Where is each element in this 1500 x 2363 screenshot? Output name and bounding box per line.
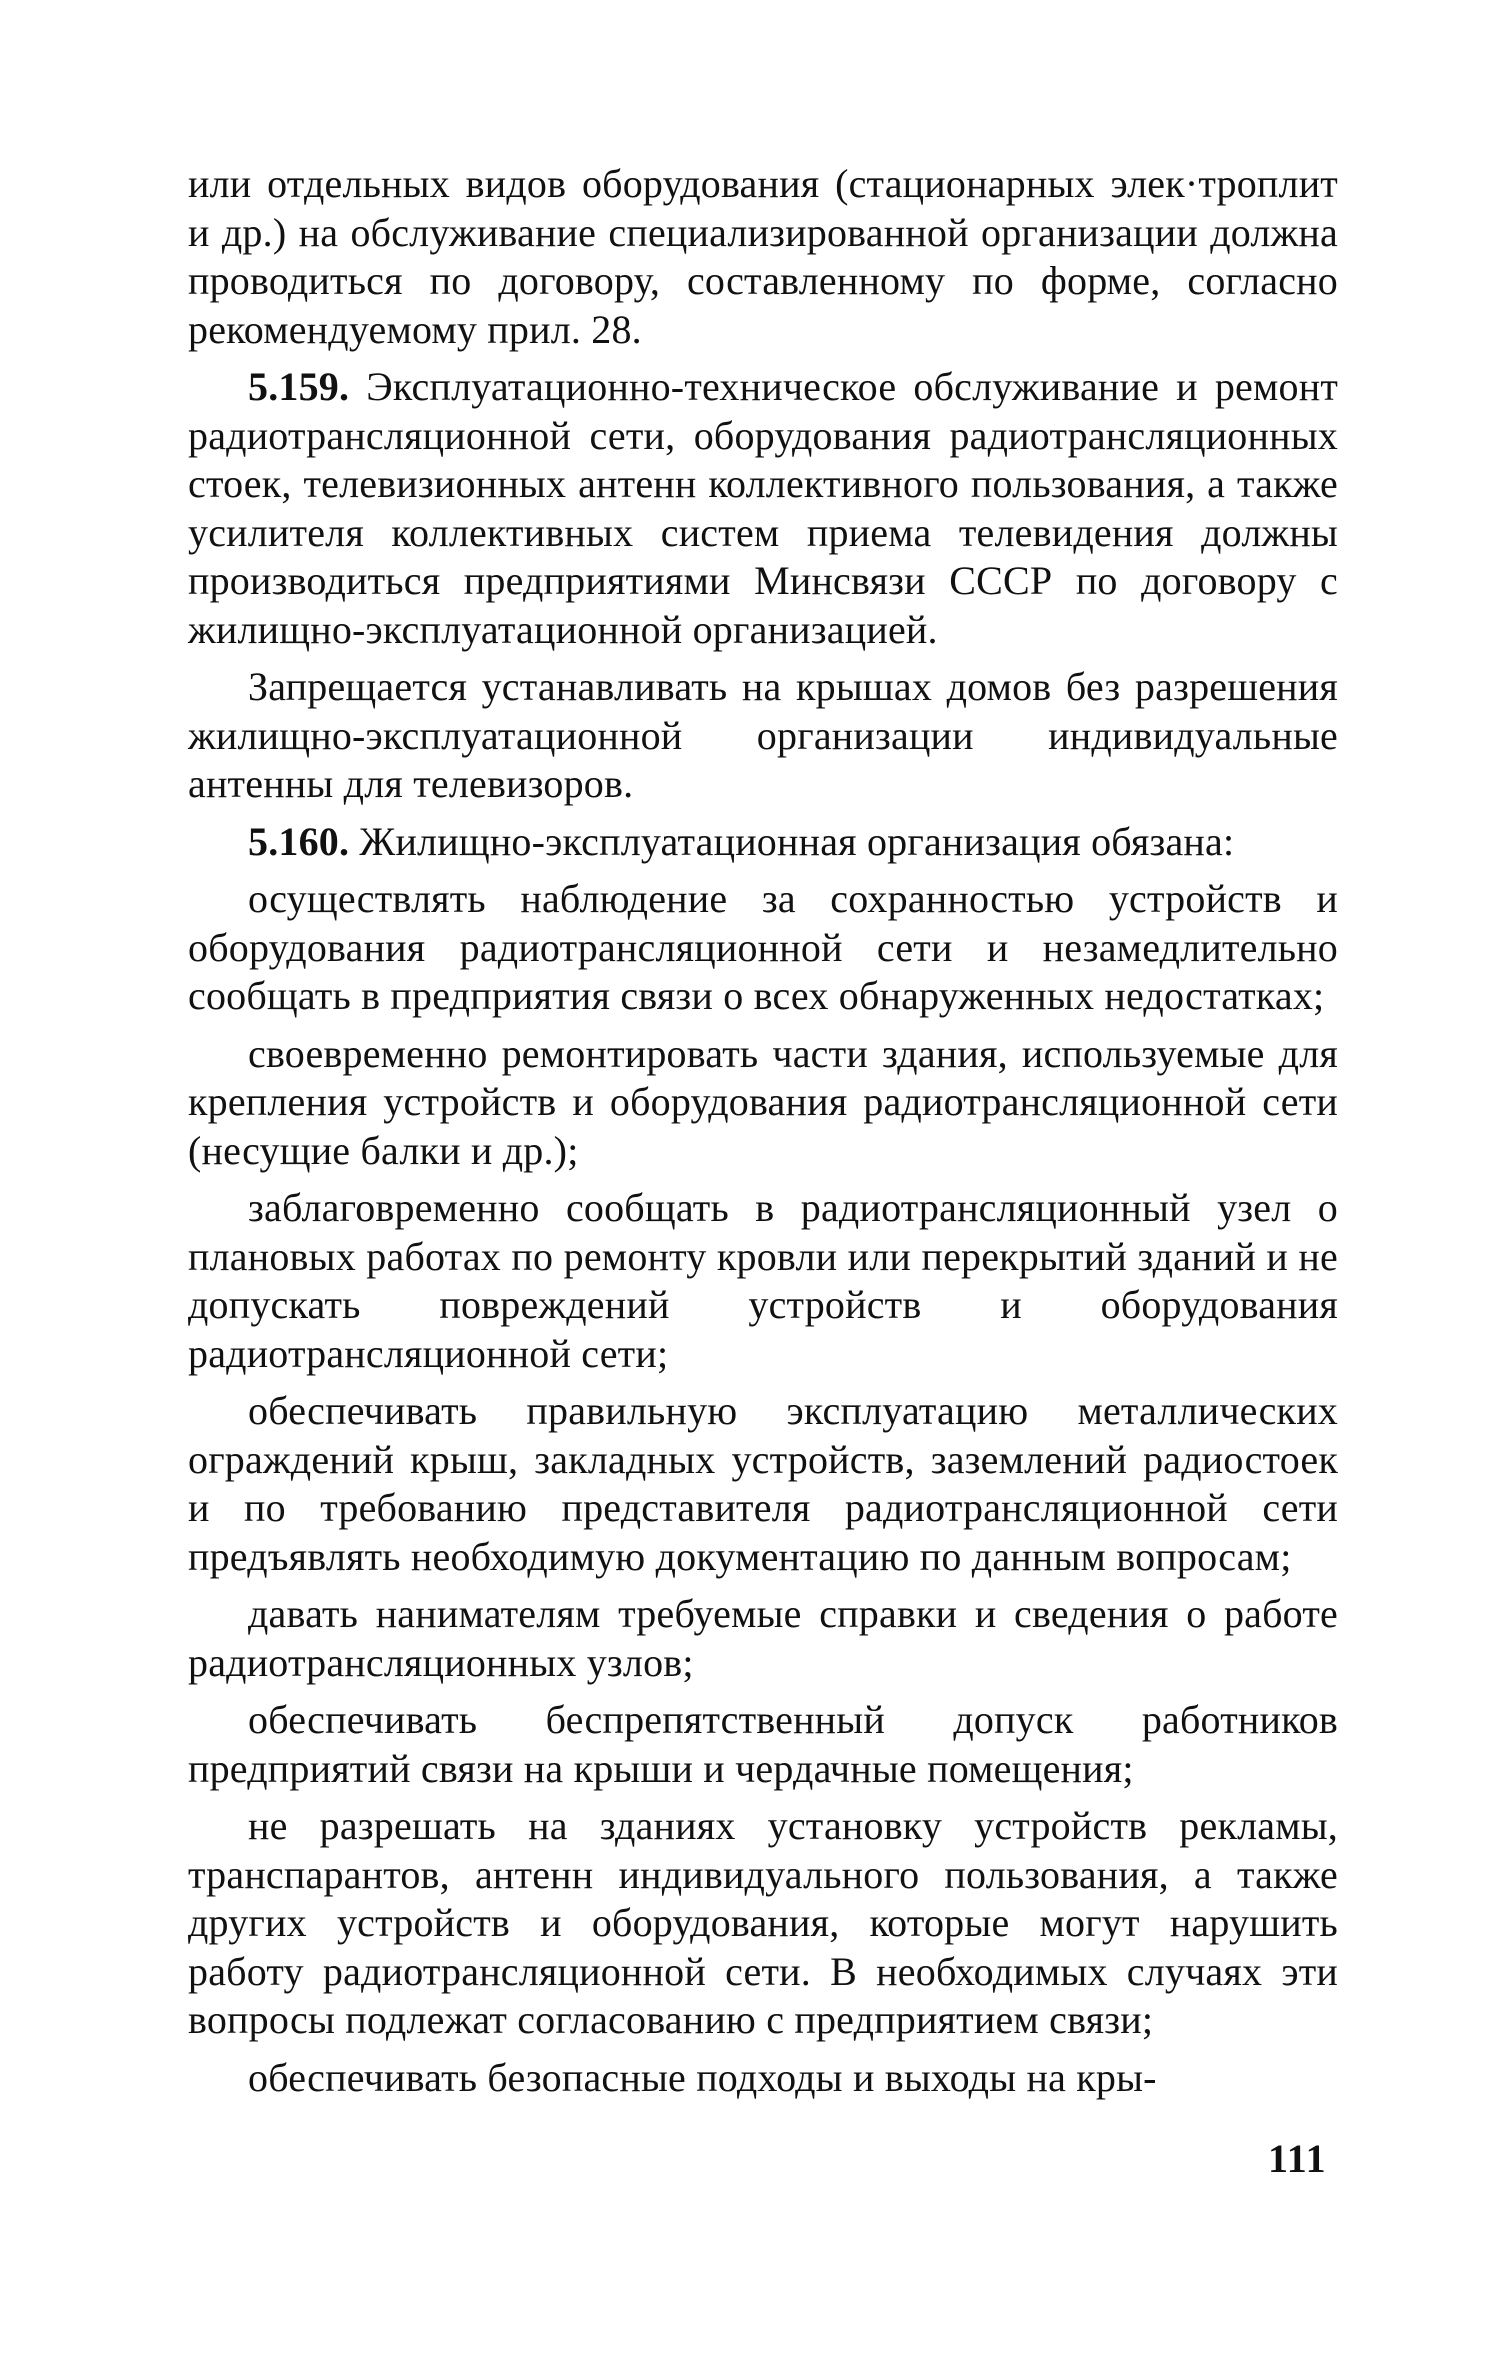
paragraph-text: обеспечивать правильную эксплуатацию металлических ограждений крыш, закладных устройств, заземлений радиостоек и по требованию представителя радиотрансляционной сети предъявлять необходимую документацию по данным вопросам;: [188, 1388, 1338, 1579]
paragraph-text: давать нанимателям требуемые справки и сведения о работе радиотрансляционных узлов;: [188, 1591, 1338, 1685]
paragraph-text: или отдельных видов оборудования (стационарных элек·троплит и др.) на обслуживание специализированной организации должна проводиться по договору, составленному по форме, согласно рекомендуемому прил. 28.: [188, 161, 1338, 352]
page-number: 111: [1268, 2136, 1327, 2181]
paragraph-text: Запрещается устанавливать на крышах домов без разрешения жилищно-эксплуатационной организации индивидуальные антенны для телевизоров.: [188, 664, 1338, 806]
paragraph-text: своевременно ремонтировать части здания, используемые для крепления устройств и оборудования радиотрансляционной сети (несущие балки и др.);: [188, 1030, 1338, 1173]
list-item-repair: [188, 1030, 1338, 1176]
paragraph-text: Эксплуатационно-техническое обслуживание и ремонт радиотрансляционной сети, оборудования радиотрансляционных стоек, телевизионных антенн коллективного пользования, а также усилителя коллективных систем приема телевидения должны производиться предприятиями Минсвязи СССР по договору с жилищно-эксплуатационной организацией.: [188, 364, 1338, 652]
list-item-operation: [188, 1387, 1338, 1581]
paragraph-text: обеспечивать безопасные подходы и выходы на кры-: [248, 2054, 1157, 2100]
paragraph-text: заблаговременно сообщать в радиотрансляционный узел о плановых работах по ремонту кровли или перекрытий зданий и не допускать повреждений устройств и оборудования радиотрансляционной сети;: [188, 1185, 1338, 1376]
list-item-safe-access: [188, 2054, 1338, 2103]
list-item-notify: [188, 1184, 1338, 1378]
paragraph-5-160: [188, 818, 1338, 867]
list-item-access: [188, 1696, 1338, 1793]
list-item-info: [188, 1590, 1338, 1687]
clause-number: 5.159.: [248, 364, 350, 409]
paragraph-prohibition: [188, 663, 1338, 809]
clause-number: 5.160.: [248, 818, 350, 864]
page-body: [188, 160, 1338, 2111]
paragraph-text: Жилищно-эксплуатационная организация обязана:: [359, 818, 1235, 864]
paragraph-text: обеспечивать беспрепятственный допуск работников предприятий связи на крыши и чердачные помещения;: [188, 1697, 1338, 1791]
list-item-no-install: [188, 1802, 1338, 2045]
paragraph-text: осуществлять наблюдение за сохранностью устройств и оборудования радиотрансляционной сети и незамедлительно сообщать в предприятия связи о всех обнаруженных недостатках;: [188, 876, 1338, 1018]
paragraph-5-159: [188, 363, 1338, 654]
paragraph-text: не разрешать на зданиях установку устройств рекламы, транспарантов, антенн индивидуального пользования, а также других устройств и оборудования, которые могут нарушить работу радиотрансляционной сети. В необходимых случаях эти вопросы подлежат согласованию с предприятием связи;: [188, 1803, 1338, 2042]
paragraph-continuation: [188, 160, 1338, 354]
list-item-supervision: [188, 875, 1338, 1021]
